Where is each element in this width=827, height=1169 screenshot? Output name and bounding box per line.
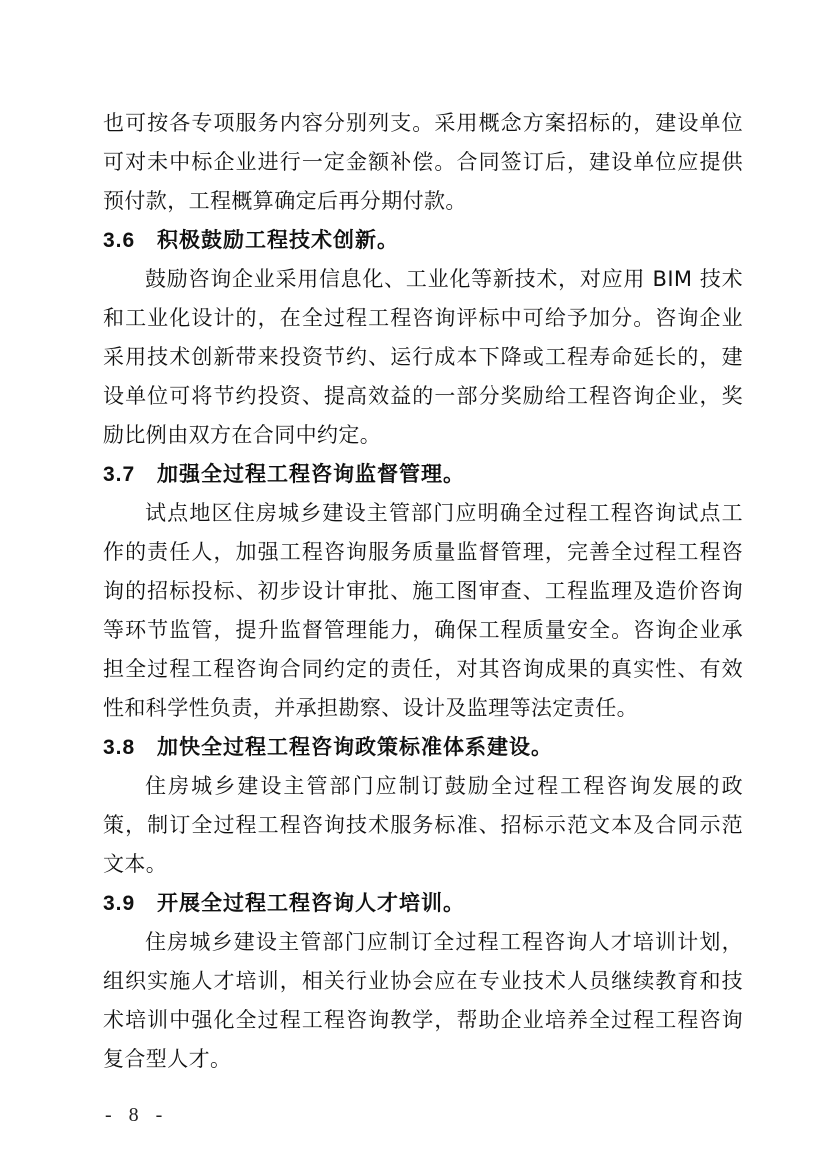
section-heading-3-9: [103, 889, 743, 918]
section-title: 积极鼓励工程技术创新。: [157, 228, 399, 252]
section-number: 3.6: [103, 229, 136, 252]
paragraph-line: 策，制订全过程工程咨询技术服务标准、招标示范文本及合同示范: [103, 813, 743, 837]
section-title: 开展全过程工程咨询人才培训。: [157, 891, 465, 915]
paragraph-line: 术培训中强化全过程工程咨询教学，帮助企业培养全过程工程咨询: [103, 1008, 743, 1032]
paragraph-line: 作的责任人，加强工程咨询服务质量监督管理，完善全过程工程咨: [103, 540, 743, 564]
section-heading-3-8: [103, 733, 743, 762]
section-number: 3.9: [103, 892, 136, 915]
paragraph-line: 试点地区住房城乡建设主管部门应明确全过程工程咨询试点工: [145, 501, 743, 525]
paragraph-line: 等环节监管，提升监督管理能力，确保工程质量安全。咨询企业承: [103, 618, 743, 642]
section-number: 3.8: [103, 736, 136, 759]
paragraph-line: 设单位可将节约投资、提高效益的一部分奖励给工程咨询企业，奖: [103, 384, 743, 408]
paragraph-line: 住房城乡建设主管部门应制订全过程工程咨询人才培训计划，: [145, 930, 743, 954]
paragraph-line: 励比例由双方在合同中约定。: [103, 423, 382, 447]
paragraph-line: 和工业化设计的，在全过程工程咨询评标中可给予加分。咨询企业: [103, 306, 743, 330]
paragraph-line: 采用技术创新带来投资节约、运行成本下降或工程寿命延长的，建: [103, 345, 743, 369]
section-heading-3-7: [103, 460, 743, 489]
section-title: 加强全过程工程咨询监督管理。: [157, 462, 465, 486]
page-number: - 8 -: [105, 1104, 169, 1126]
section-title: 加快全过程工程咨询政策标准体系建设。: [157, 735, 553, 759]
paragraph-line: 鼓励咨询企业采用信息化、工业化等新技术，对应用 BIM 技术: [145, 267, 743, 291]
section-heading-3-6: [103, 226, 743, 255]
paragraph-line: 预付款，工程概算确定后再分期付款。: [103, 189, 467, 213]
paragraph-line: 复合型人才。: [103, 1047, 232, 1071]
paragraph-line: 可对未中标企业进行一定金额补偿。合同签订后，建设单位应提供: [103, 150, 743, 174]
paragraph-line: 性和科学性负责，并承担勘察、设计及监理等法定责任。: [103, 696, 638, 720]
paragraph-line: 也可按各专项服务内容分别列支。采用概念方案招标的，建设单位: [103, 111, 743, 135]
section-number: 3.7: [103, 463, 136, 486]
paragraph-line: 住房城乡建设主管部门应制订鼓励全过程工程咨询发展的政: [145, 774, 743, 798]
paragraph-line: 询的招标投标、初步设计审批、施工图审查、工程监理及造价咨询: [103, 579, 743, 603]
paragraph-line: 文本。: [103, 852, 168, 876]
paragraph-line: 组织实施人才培训，相关行业协会应在专业技术人员继续教育和技: [103, 969, 743, 993]
paragraph-line: 担全过程工程咨询合同约定的责任，对其咨询成果的真实性、有效: [103, 657, 743, 681]
